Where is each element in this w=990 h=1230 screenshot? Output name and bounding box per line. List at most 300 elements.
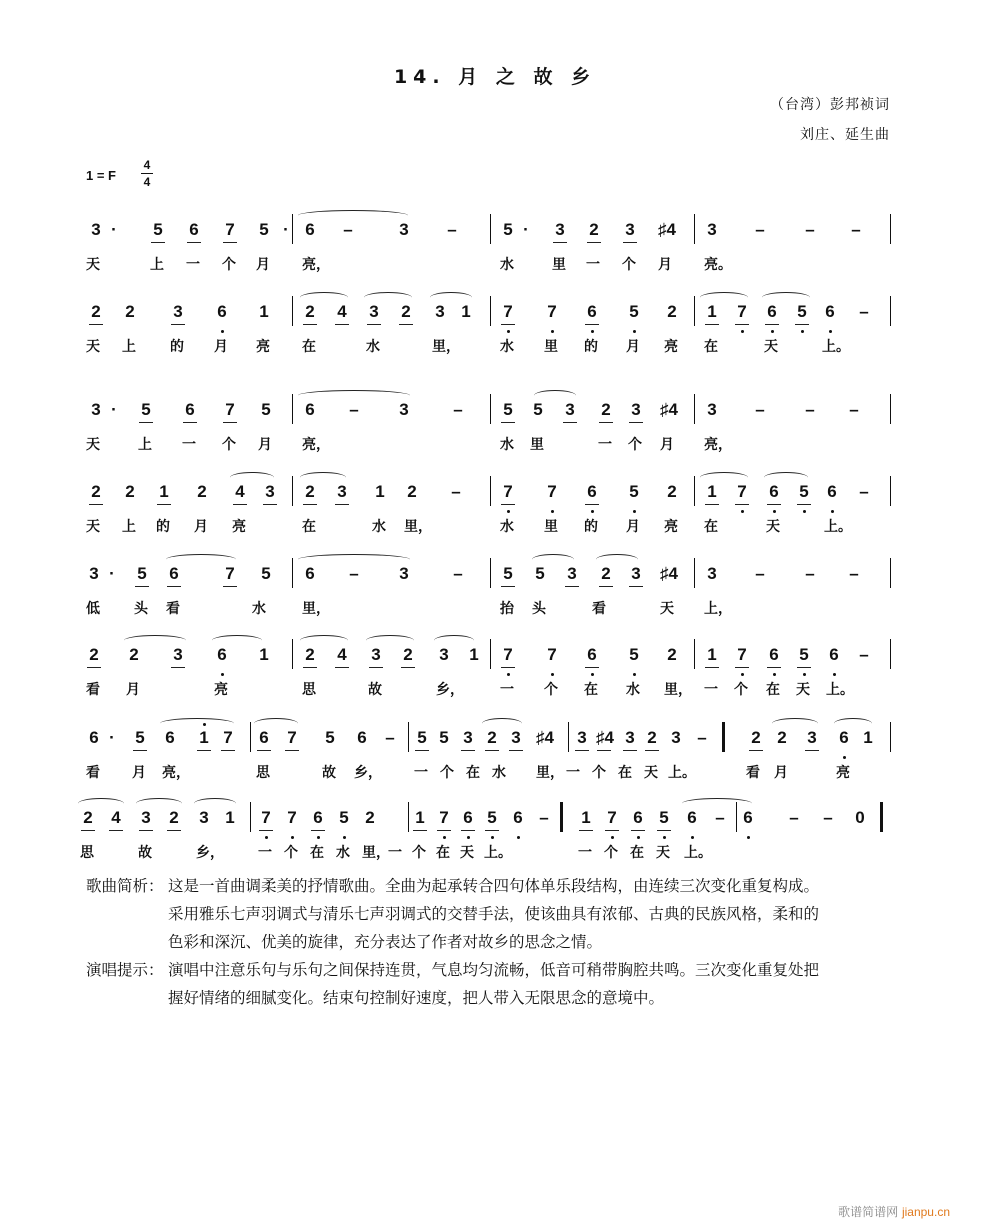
- barline: [890, 214, 891, 244]
- note: 5: [259, 220, 269, 239]
- slur: [364, 292, 412, 303]
- note: 2: [667, 302, 677, 321]
- lyric: 在: [630, 845, 644, 861]
- barline: [694, 558, 695, 588]
- lyric: 个: [734, 682, 748, 698]
- note: 1: [412, 808, 428, 828]
- note: 1: [863, 728, 873, 747]
- barline: [568, 722, 569, 752]
- note: 3: [366, 302, 382, 322]
- note: 5: [439, 728, 449, 747]
- lyric: 思: [256, 765, 270, 781]
- staff-system: [0, 645, 990, 715]
- note: 5: [134, 564, 150, 584]
- lyric: 在: [466, 765, 480, 781]
- song-notes: [86, 872, 896, 1012]
- note: 7: [222, 400, 238, 420]
- repeat-end-barline: [560, 802, 563, 832]
- staff-system: [0, 728, 990, 798]
- key-signature: 1 = F: [86, 168, 116, 183]
- lyric: 上。: [822, 339, 850, 355]
- lyric: 在: [704, 339, 718, 355]
- final-barline: [880, 802, 883, 832]
- lyric: 月: [774, 765, 788, 781]
- note: 5: [138, 400, 154, 420]
- lyric: 水: [500, 257, 514, 273]
- note: –: [343, 220, 353, 239]
- lyric: 里: [552, 257, 566, 273]
- note: 6: [584, 302, 600, 322]
- note: ♯4: [536, 728, 554, 747]
- note: ♯4: [596, 728, 614, 747]
- note: 5: [484, 808, 500, 828]
- slur: [764, 472, 808, 483]
- note: 2: [88, 482, 104, 502]
- note: 7: [284, 808, 300, 828]
- note: 2: [125, 302, 135, 321]
- barline: [890, 558, 891, 588]
- staff-system: [0, 564, 990, 634]
- slur: [532, 554, 574, 565]
- lyric: 在: [766, 682, 780, 698]
- lyric: 里: [544, 519, 558, 535]
- slur: [366, 635, 414, 646]
- barline: [292, 296, 293, 326]
- note: 2: [86, 645, 102, 665]
- lyric: 故: [322, 765, 336, 781]
- lyric: 个: [604, 845, 618, 861]
- note: ·: [109, 728, 115, 747]
- note: 6: [510, 808, 526, 828]
- slur: [212, 635, 262, 646]
- note: 5: [533, 400, 543, 419]
- note: 6: [630, 808, 646, 828]
- note: 2: [598, 564, 614, 584]
- note: 6: [310, 808, 326, 828]
- slur: [298, 554, 410, 565]
- note: –: [805, 400, 815, 419]
- lyric: 头: [134, 601, 148, 617]
- note: ♯4: [660, 400, 678, 419]
- lyric: 亮: [664, 519, 678, 535]
- slur: [534, 390, 576, 401]
- lyric: 亮。: [704, 257, 732, 273]
- barline: [490, 394, 491, 424]
- lyric: 看: [166, 601, 180, 617]
- lyric: 的: [156, 519, 170, 535]
- lyric: 乡，: [196, 845, 224, 861]
- lyric: 里，: [404, 519, 432, 535]
- note: 3: [399, 564, 409, 583]
- note: 5: [656, 808, 672, 828]
- note: ·: [111, 400, 117, 419]
- slur: [434, 635, 474, 646]
- note: 3: [564, 564, 580, 584]
- staff-system: [0, 302, 990, 372]
- note: 5: [796, 482, 812, 502]
- slur: [298, 390, 410, 401]
- lyric: 一: [566, 765, 580, 781]
- note: 2: [365, 808, 375, 827]
- note: 5: [261, 400, 271, 419]
- lyricist-credit: （台湾）彭邦祯词: [770, 97, 890, 113]
- note: 3: [707, 400, 717, 419]
- slur: [124, 635, 186, 646]
- note: –: [823, 808, 833, 827]
- lyric: 亮，: [302, 257, 330, 273]
- note: 6: [822, 302, 838, 322]
- lyric: 亮，: [302, 437, 330, 453]
- lyric: 天: [86, 339, 100, 355]
- note: –: [805, 564, 815, 583]
- note: 7: [544, 645, 560, 665]
- lyric: 一: [500, 682, 514, 698]
- note: 1: [375, 482, 385, 501]
- note: 2: [777, 728, 787, 747]
- slur: [166, 554, 236, 565]
- note: 2: [302, 645, 318, 665]
- lyric: 里: [530, 437, 544, 453]
- note: 3: [170, 302, 186, 322]
- note: 7: [284, 728, 300, 748]
- lyric: 上: [138, 437, 152, 453]
- note: –: [715, 808, 725, 827]
- slur: [700, 292, 748, 303]
- staff-system: [0, 400, 990, 470]
- slur: [762, 292, 810, 303]
- note: 4: [232, 482, 248, 502]
- note: –: [447, 220, 457, 239]
- lyric: 天: [764, 339, 778, 355]
- note: 1: [259, 645, 269, 664]
- note: 2: [302, 302, 318, 322]
- note: 7: [258, 808, 274, 828]
- note: 2: [166, 808, 182, 828]
- note: 7: [500, 302, 516, 322]
- note: 7: [734, 302, 750, 322]
- note: ·: [111, 220, 117, 239]
- lyric: 上。: [484, 845, 512, 861]
- barline: [490, 214, 491, 244]
- lyric: 个: [544, 682, 558, 698]
- lyric: 天: [86, 437, 100, 453]
- lyric: 水: [252, 601, 266, 617]
- note: 6: [766, 645, 782, 665]
- slur: [772, 718, 818, 729]
- note: 5: [626, 645, 642, 665]
- barline: [490, 296, 491, 326]
- note: 3: [399, 220, 409, 239]
- lyric: 水: [492, 765, 506, 781]
- lyric: 看: [86, 765, 100, 781]
- note: 6: [836, 728, 852, 748]
- lyric: 天: [86, 519, 100, 535]
- barline: [250, 722, 251, 752]
- note: ·: [283, 220, 289, 239]
- note: 2: [586, 220, 602, 240]
- note: 7: [222, 564, 238, 584]
- lyric: 里，: [302, 601, 330, 617]
- lyric: 一: [586, 257, 600, 273]
- note: 3: [399, 400, 409, 419]
- note: 5: [794, 302, 810, 322]
- note: 3: [622, 220, 638, 240]
- barline: [250, 802, 251, 832]
- lyric: 的: [170, 339, 184, 355]
- slur: [300, 472, 346, 483]
- lyric: 在: [704, 519, 718, 535]
- lyric: 里，: [432, 339, 460, 355]
- note: 7: [436, 808, 452, 828]
- barline: [490, 476, 491, 506]
- slur: [300, 292, 348, 303]
- lyric: 水: [336, 845, 350, 861]
- lyric: 月: [126, 682, 140, 698]
- note: 4: [334, 302, 350, 322]
- barline: [292, 558, 293, 588]
- barline: [694, 394, 695, 424]
- lyric: 在: [436, 845, 450, 861]
- lyric: 在: [302, 519, 316, 535]
- barline: [408, 722, 409, 752]
- note: 1: [259, 302, 269, 321]
- lyric: 月: [660, 437, 674, 453]
- slur: [78, 798, 124, 809]
- song-title: 14. 月 之 故 乡: [393, 66, 597, 88]
- lyric: 水: [500, 437, 514, 453]
- lyric: 乡，: [436, 682, 464, 698]
- note: 3: [460, 728, 476, 748]
- note: 3: [439, 645, 449, 664]
- note: 3: [199, 808, 209, 827]
- note: 2: [667, 482, 677, 501]
- barline: [292, 394, 293, 424]
- lyric: 亮: [836, 765, 850, 781]
- lyric: 个: [592, 765, 606, 781]
- lyric: 亮: [232, 519, 246, 535]
- note: 4: [334, 645, 350, 665]
- lyric: 亮: [256, 339, 270, 355]
- note: 2: [400, 645, 416, 665]
- note: –: [349, 564, 359, 583]
- barline: [890, 394, 891, 424]
- lyric: 天: [644, 765, 658, 781]
- slur: [482, 718, 522, 729]
- note: –: [453, 564, 463, 583]
- note: 7: [604, 808, 620, 828]
- note: 3: [91, 220, 101, 239]
- note: 6: [584, 645, 600, 665]
- note: 2: [88, 302, 104, 322]
- note: 3: [707, 220, 717, 239]
- lyric: 亮，: [704, 437, 732, 453]
- note: 2: [125, 482, 135, 501]
- note: 6: [89, 728, 99, 747]
- note: –: [859, 482, 869, 501]
- note: 6: [165, 728, 175, 747]
- lyric: 一: [258, 845, 272, 861]
- note: 5: [626, 302, 642, 322]
- lyric: 个: [412, 845, 426, 861]
- note: –: [789, 808, 799, 827]
- slur: [298, 210, 408, 221]
- note: 5: [500, 564, 516, 584]
- note: 3: [574, 728, 590, 748]
- note: 3: [435, 302, 445, 321]
- slur: [136, 798, 182, 809]
- lyric: 一: [704, 682, 718, 698]
- slur: [834, 718, 872, 729]
- lyric: 里，: [362, 845, 390, 861]
- note: 3: [804, 728, 820, 748]
- lyric: 天: [460, 845, 474, 861]
- lyric: 的: [584, 339, 598, 355]
- lyric: 一: [578, 845, 592, 861]
- lyric: 思: [302, 682, 316, 698]
- note: 3: [622, 728, 638, 748]
- note: 3: [628, 564, 644, 584]
- note: –: [451, 482, 461, 501]
- lyric: 水: [626, 682, 640, 698]
- barline: [694, 639, 695, 669]
- lyric: 个: [622, 257, 636, 273]
- lyric: 水: [366, 339, 380, 355]
- lyric: 个: [222, 437, 236, 453]
- barline: [292, 214, 293, 244]
- lyric: 个: [284, 845, 298, 861]
- note: 5: [500, 400, 516, 420]
- barline: [292, 639, 293, 669]
- note: 5: [414, 728, 430, 748]
- lyric: 看: [746, 765, 760, 781]
- lyric: 一: [598, 437, 612, 453]
- lyric: 亮: [214, 682, 228, 698]
- note: 6: [305, 564, 315, 583]
- note: 6: [182, 400, 198, 420]
- note: 6: [684, 808, 700, 828]
- note: –: [859, 302, 869, 321]
- note: –: [539, 808, 549, 827]
- note: 6: [824, 482, 840, 502]
- lyric: 月: [626, 339, 640, 355]
- note: 6: [214, 302, 230, 322]
- note: ·: [109, 564, 115, 583]
- lyric: 故: [138, 845, 152, 861]
- lyric: 月: [258, 437, 272, 453]
- slur: [230, 472, 274, 483]
- lyric: 天: [656, 845, 670, 861]
- note: –: [755, 400, 765, 419]
- note: 7: [734, 482, 750, 502]
- barline: [694, 476, 695, 506]
- staff-system: [0, 482, 990, 552]
- barline: [694, 296, 695, 326]
- note: 3: [91, 400, 101, 419]
- time-signature: 4 4: [141, 158, 153, 189]
- analysis-section: 歌曲简析： 这是一首曲调柔美的抒情歌曲。全曲为起承转合四句体单乐段结构，由连续三次变化重复构成。 采用雅乐七声羽调式与清乐七声羽调式的交替手法，使该曲具有浓郁、古典的民族风格，柔和的 色彩和深沉、优美的旋律，充分表达了作者对故乡的思念之情。: [86, 877, 820, 951]
- lyric: 在: [302, 339, 316, 355]
- lyric: 在: [584, 682, 598, 698]
- note: 0: [855, 808, 865, 827]
- note: 3: [170, 645, 186, 665]
- lyric: 思: [80, 845, 94, 861]
- note: 2: [129, 645, 139, 664]
- lyric: 亮: [664, 339, 678, 355]
- note: 3: [552, 220, 568, 240]
- note: 5: [261, 564, 271, 583]
- lyric: 看: [86, 682, 100, 698]
- lyric: 上，: [704, 601, 732, 617]
- note: –: [349, 400, 359, 419]
- note: 6: [460, 808, 476, 828]
- staff-system: [0, 220, 990, 290]
- note: 2: [302, 482, 318, 502]
- note: 2: [398, 302, 414, 322]
- lyric: 天: [86, 257, 100, 273]
- lyric: 天: [796, 682, 810, 698]
- lyric: 一: [182, 437, 196, 453]
- note: 2: [667, 645, 677, 664]
- lyric: 个: [440, 765, 454, 781]
- lyric: 里，: [664, 682, 692, 698]
- note: 3: [368, 645, 384, 665]
- note: 1: [225, 808, 235, 827]
- barline: [890, 476, 891, 506]
- lyric: 一: [388, 845, 402, 861]
- lyric: 抬: [500, 601, 514, 617]
- note: –: [851, 220, 861, 239]
- composer-credit: 刘庄、延生曲: [800, 127, 890, 143]
- note: 1: [461, 302, 471, 321]
- note: –: [805, 220, 815, 239]
- lyric: 月: [658, 257, 672, 273]
- note: 7: [220, 728, 236, 748]
- note: 2: [407, 482, 417, 501]
- lyric: 乡，: [354, 765, 382, 781]
- lyric: 看: [592, 601, 606, 617]
- lyric: 里，: [536, 765, 564, 781]
- note: 4: [108, 808, 124, 828]
- note: 2: [197, 482, 207, 501]
- lyric: 一: [414, 765, 428, 781]
- singing-tips-section: 演唱提示： 演唱中注意乐句与乐句之间保持连贯，气息均匀流畅，低音可稍带胸腔共鸣。三次变化重复处把 握好情绪的细腻变化。结束句控制好速度，把人带入无限思念的意境中。: [86, 961, 820, 1007]
- note: 6: [305, 400, 315, 419]
- note: 1: [704, 482, 720, 502]
- slur: [300, 635, 348, 646]
- note: 5: [336, 808, 352, 828]
- barline: [490, 558, 491, 588]
- watermark: 歌谱简谱网 jianpu.cn: [838, 1205, 950, 1219]
- lyric: 上: [150, 257, 164, 273]
- note: 7: [544, 482, 560, 502]
- note: 6: [186, 220, 202, 240]
- slur: [430, 292, 472, 303]
- note: 3: [508, 728, 524, 748]
- note: 3: [334, 482, 350, 502]
- note: 6: [305, 220, 315, 239]
- note: 6: [764, 302, 780, 322]
- slur: [194, 798, 236, 809]
- note: –: [453, 400, 463, 419]
- lyric: 一: [186, 257, 200, 273]
- slur: [596, 554, 638, 565]
- note: 3: [562, 400, 578, 420]
- lyric: 低: [86, 601, 100, 617]
- note: 2: [644, 728, 660, 748]
- lyric: 亮，: [162, 765, 190, 781]
- note: 6: [357, 728, 367, 747]
- note: 2: [80, 808, 96, 828]
